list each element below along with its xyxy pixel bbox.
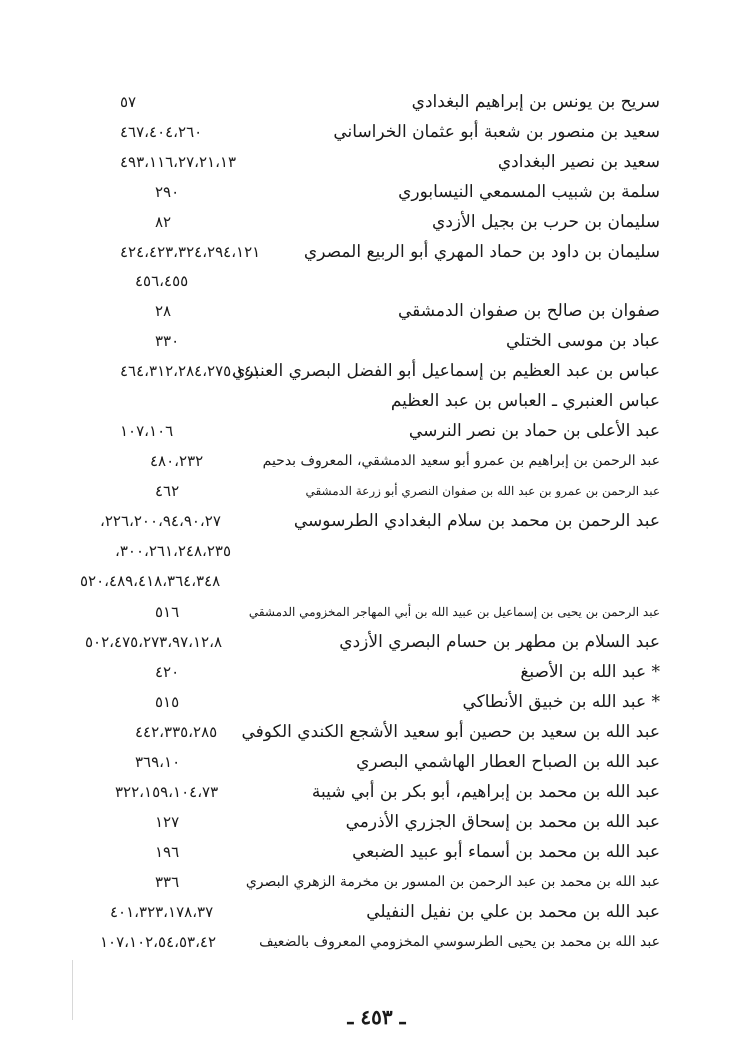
index-entry xyxy=(60,356,660,386)
index-entry xyxy=(60,416,660,446)
index-entry xyxy=(60,296,660,326)
entry-page-numbers: ٤٢٤،٤٢٣،٣٢٤،٢٩٤،١٢١ xyxy=(120,243,261,261)
index-entry xyxy=(60,747,660,777)
entry-page-numbers: ٥٠٢،٤٧٥،٢٧٣،٩٧،١٢،٨ xyxy=(85,633,222,651)
entry-page-numbers: ١٠٧،١٠٦ xyxy=(120,422,174,440)
entry-name: سعيد بن نصير البغدادي xyxy=(497,152,660,172)
index-entry xyxy=(60,87,660,117)
entry-name: عبد الله بن محمد بن إسحاق الجزري الأذرمي xyxy=(345,812,660,832)
entry-page-numbers: ٣٦٩،١٠ xyxy=(135,753,181,771)
entry-name: عبد الرحمن بن إبراهيم بن عمرو أبو سعيد الدمشقي، المعروف بدحيم xyxy=(262,453,660,469)
index-entry xyxy=(60,717,660,747)
entry-name: عبد السلام بن مطهر بن حسام البصري الأزدي xyxy=(339,632,660,652)
entry-name: عبد الله بن محمد بن عبد الرحمن بن المسور بن مخرمة الزهري البصري xyxy=(245,874,660,890)
entry-page-numbers: ٤٦٢ xyxy=(155,482,180,500)
entry-name: عبد الله بن الصباح العطار الهاشمي البصري xyxy=(356,752,660,772)
entry-name: عبد الرحمن بن عمرو بن عبد الله بن صفوان النصري أبو زرعة الدمشقي xyxy=(305,484,660,498)
index-entry xyxy=(60,266,660,296)
entry-page-numbers: ٥١٦ xyxy=(155,603,180,621)
entry-name: سلمة بن شبيب المسمعي النيسابوري xyxy=(398,182,660,202)
entry-page-numbers: ٤٥٦،٤٥٥ xyxy=(135,272,189,290)
entry-page-numbers: ٤٩٣،١١٦،٢٧،٢١،١٣ xyxy=(120,153,237,171)
index-entry xyxy=(60,627,660,657)
entry-name: عبد الرحمن بن يحيى بن إسماعيل بن عبيد الله بن أبي المهاجر المخزومي الدمشقي xyxy=(248,605,660,619)
index-entry xyxy=(60,117,660,147)
entry-page-numbers: ٥١٥ xyxy=(155,693,180,711)
entry-page-numbers: ٨٢ xyxy=(155,213,172,231)
entry-name: سعيد بن منصور بن شعبة أبو عثمان الخراساني xyxy=(333,122,660,142)
index-entry xyxy=(60,927,660,957)
entry-page-numbers: ٤٢٠ xyxy=(155,663,180,681)
entry-name: عبد الله بن محمد بن إبراهيم، أبو بكر بن أبي شيبة xyxy=(311,782,660,802)
index-entry xyxy=(60,326,660,356)
entry-page-numbers: ٣٠٠،٢٦١،٢٤٨،٢٣٥، xyxy=(115,542,232,560)
entry-page-numbers: ٤٨٠،٢٣٢ xyxy=(150,452,204,470)
entry-page-numbers: ٢٨ xyxy=(155,302,172,320)
index-entry xyxy=(60,807,660,837)
entry-page-numbers: ١٠٧،١٠٢،٥٤،٥٣،٤٢ xyxy=(100,933,217,951)
entry-name: عباد بن موسى الختلي xyxy=(505,331,660,351)
index-entry xyxy=(60,506,660,536)
entry-page-numbers: ٣٣٠ xyxy=(155,332,180,350)
index-entry xyxy=(60,207,660,237)
entry-page-numbers: ٣٣٦ xyxy=(155,873,180,891)
entry-page-numbers: ١٢٧ xyxy=(155,813,180,831)
index-entry xyxy=(60,837,660,867)
index-entry xyxy=(60,566,660,596)
entry-name: عباس بن عبد العظيم بن إسماعيل أبو الفضل البصري العنبري xyxy=(232,361,660,381)
index-entry xyxy=(60,897,660,927)
index-entry xyxy=(60,476,660,506)
index-entry xyxy=(60,777,660,807)
entry-page-numbers: ٤٤٢،٣٣٥،٢٨٥ xyxy=(135,723,218,741)
entry-name: عبد الله بن سعيد بن حصين أبو سعيد الأشجع الكندي الكوفي xyxy=(241,722,660,742)
entry-page-numbers: ٤٦٧،٤٠٤،٢٦٠ xyxy=(120,123,203,141)
entry-name: سريح بن يونس بن إبراهيم البغدادي xyxy=(411,92,660,112)
entry-name: صفوان بن صالح بن صفوان الدمشقي xyxy=(397,301,660,321)
entry-page-numbers: ٥٢٠،٤٨٩،٤١٨،٣٦٤،٣٤٨ xyxy=(80,572,221,590)
index-entry xyxy=(60,237,660,267)
index-entry xyxy=(60,386,660,416)
index-entry xyxy=(60,867,660,897)
entry-name: عبد الرحمن بن محمد بن سلام البغدادي الطرسوسي xyxy=(293,511,660,531)
index-entry xyxy=(60,597,660,627)
entry-name: عبد الله بن محمد بن يحيى الطرسوسي المخزومي المعروف بالضعيف xyxy=(259,934,660,950)
entry-page-numbers: ١٩٦ xyxy=(155,843,180,861)
index-entry xyxy=(60,446,660,476)
entry-name: * عبد الله بن الأصبغ xyxy=(520,662,660,682)
entry-name: سليمان بن داود بن حماد المهري أبو الربيع المصري xyxy=(303,242,660,262)
index-entry xyxy=(60,536,660,566)
index-entry xyxy=(60,177,660,207)
entry-page-numbers: ٢٢٦،٢٠٠،٩٤،٩٠،٢٧، xyxy=(100,512,221,530)
entry-page-numbers: ٢٩٠ xyxy=(155,183,180,201)
entry-page-numbers: ٣٢٢،١٥٩،١٠٤،٧٣ xyxy=(115,783,219,801)
entry-page-numbers: ٤٠١،٣٢٣،١٧٨،٣٧ xyxy=(110,903,214,921)
entry-name: سليمان بن حرب بن بجيل الأزدي xyxy=(432,212,660,232)
entry-name: عبد الأعلى بن حماد بن نصر النرسي xyxy=(408,421,660,441)
entry-name: عباس العنبري ـ العباس بن عبد العظيم xyxy=(390,391,660,411)
index-entry xyxy=(60,657,660,687)
page-number: ـ ٤٥٣ ـ xyxy=(347,1005,406,1029)
index-entry xyxy=(60,687,660,717)
index-entry xyxy=(60,147,660,177)
entry-page-numbers: ٥٧ xyxy=(120,93,137,111)
entry-page-numbers: ٤٦٤،٣١٢،٢٨٤،٢٧٥،١٤١ xyxy=(120,362,261,380)
entry-name: عبد الله بن محمد بن أسماء أبو عبيد الضبعي xyxy=(352,842,660,862)
entry-name: * عبد الله بن خبيق الأنطاكي xyxy=(462,692,660,712)
entry-name: عبد الله بن محمد بن علي بن نفيل النفيلي xyxy=(366,902,660,922)
